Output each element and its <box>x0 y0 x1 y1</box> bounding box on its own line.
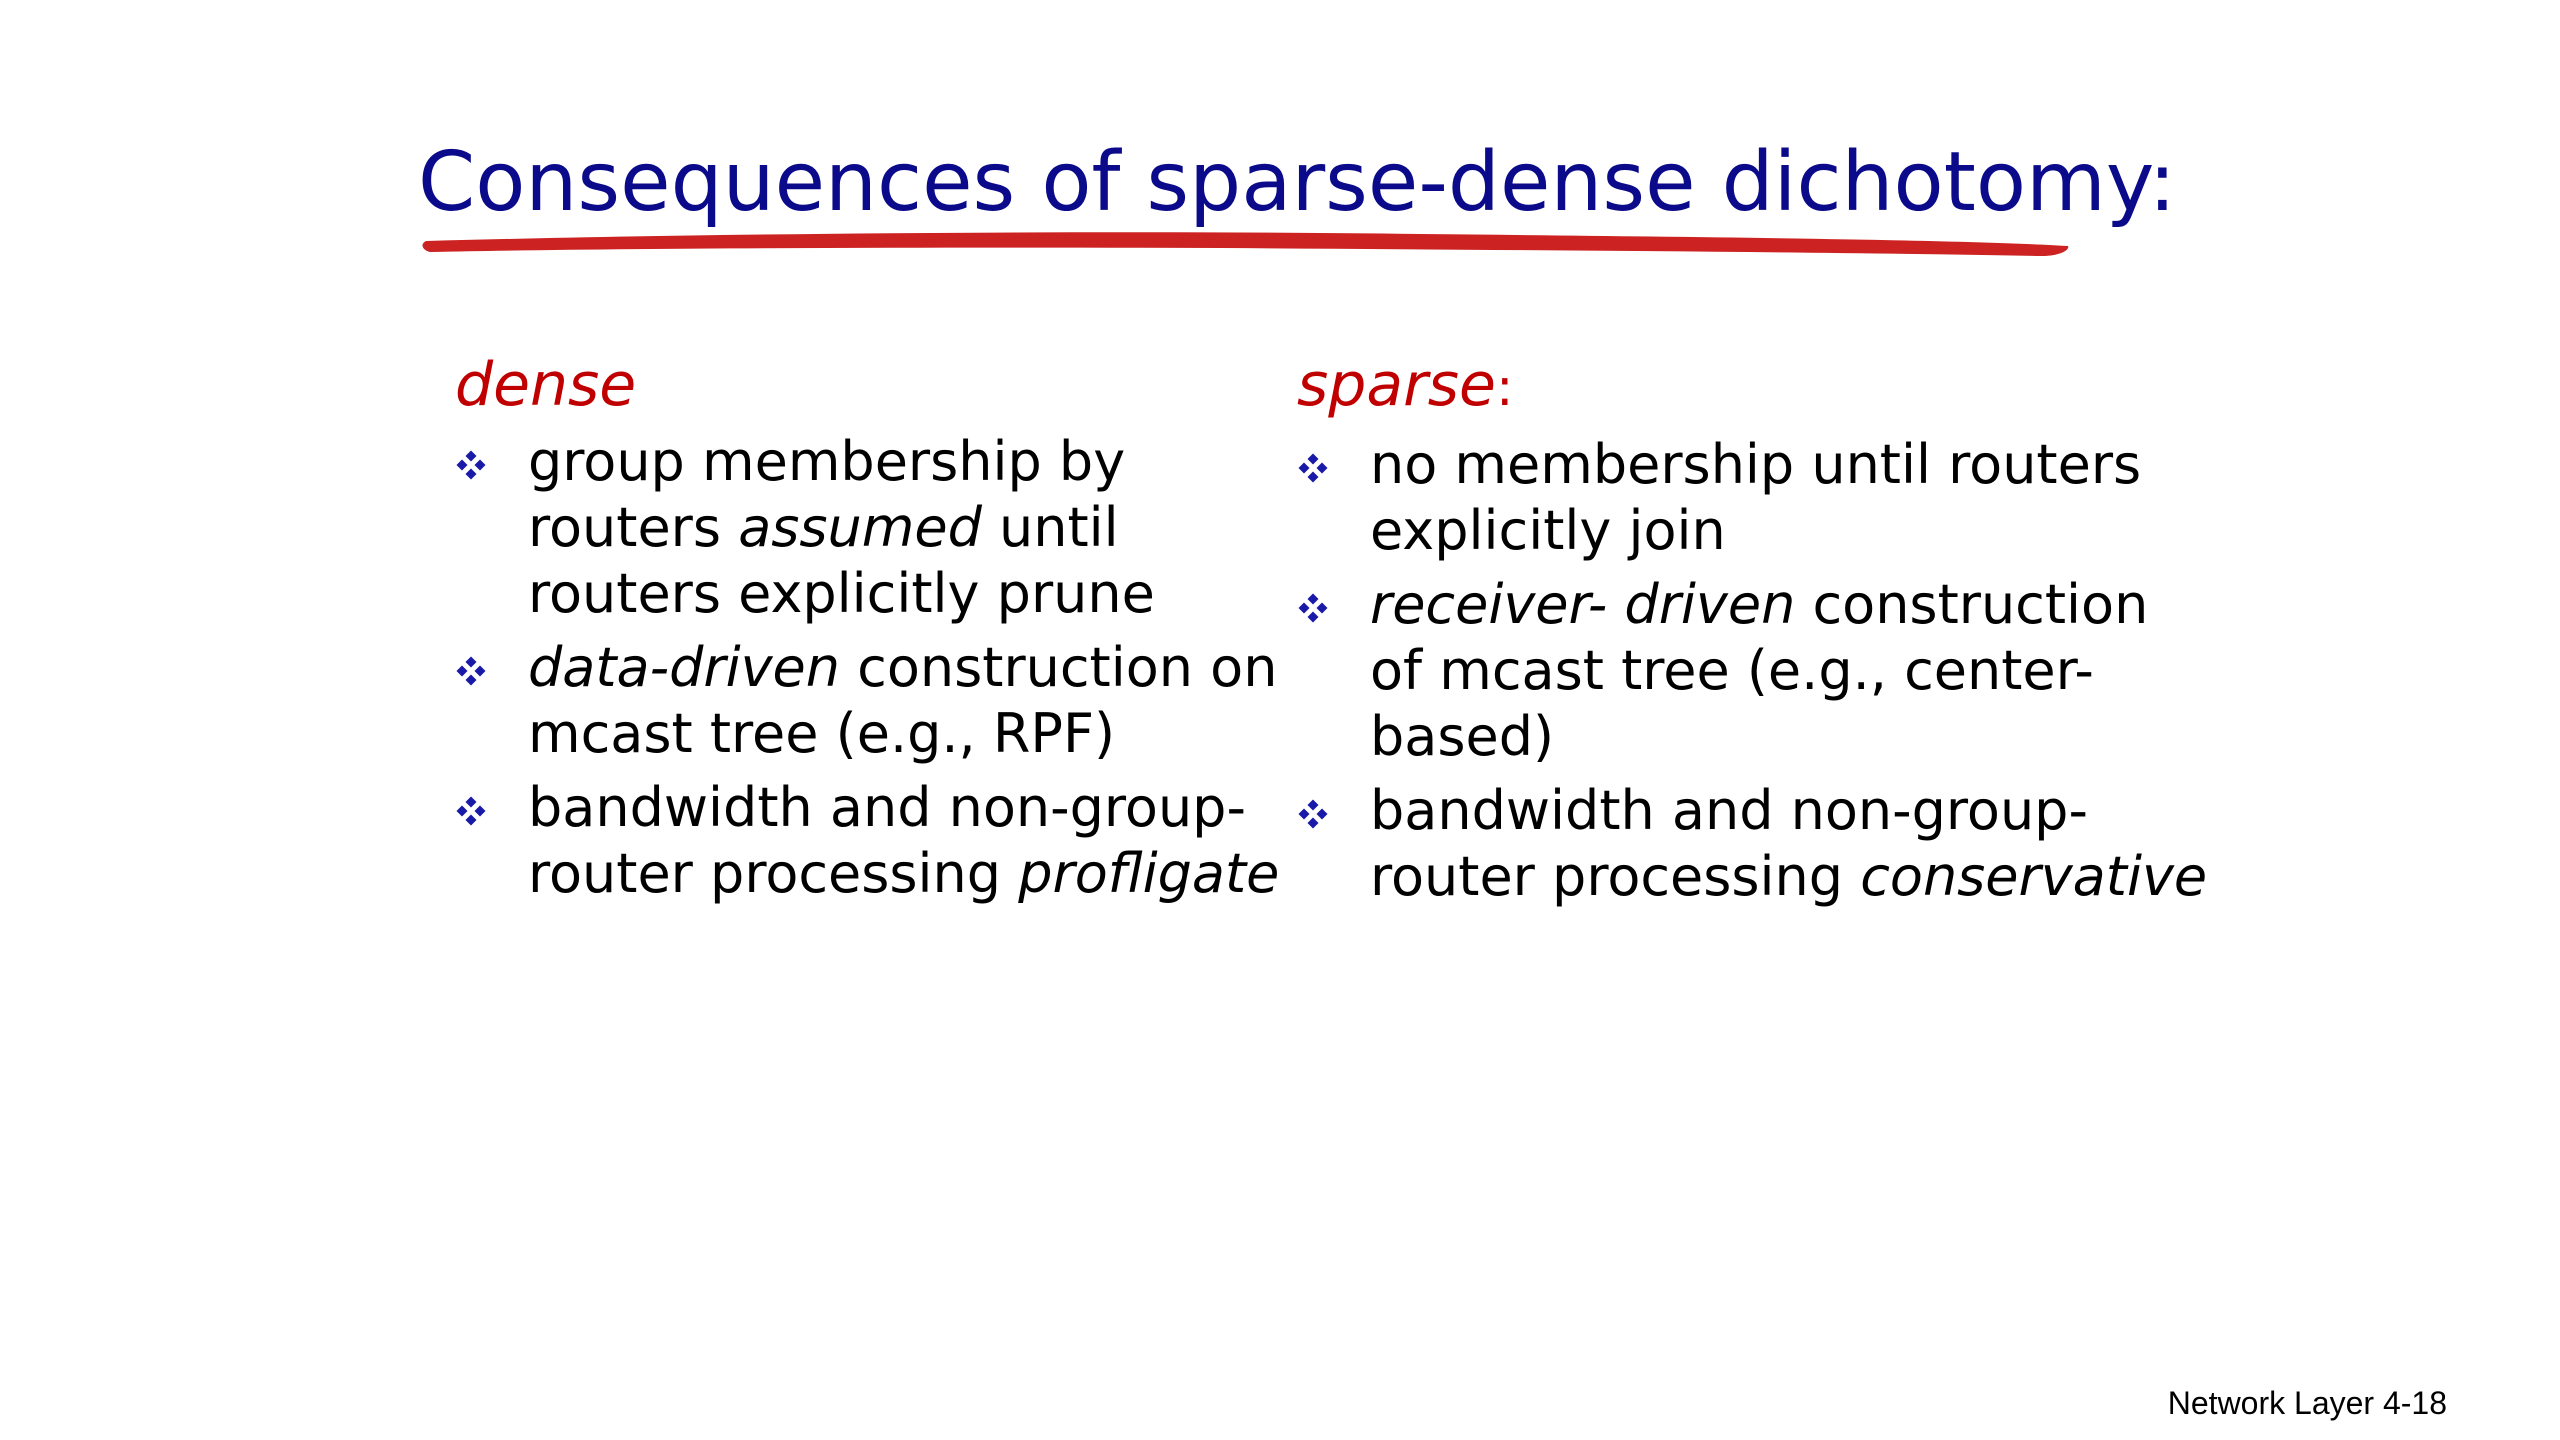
dense-bullet-list <box>455 429 1280 907</box>
four-diamond-bullet-icon <box>455 655 487 687</box>
bullet-text: explicitly join <box>1370 499 1726 562</box>
dense-bullet-line <box>528 775 1255 841</box>
sparse-column <box>1297 345 2208 918</box>
bullet-text: based) <box>1370 705 1555 768</box>
bullet-text: bandwidth and non-group- <box>1370 779 2088 842</box>
sparse-bullet-2 <box>1297 572 2197 770</box>
dense-bullet-line <box>528 701 1255 767</box>
dense-bullet-line <box>528 561 1255 627</box>
sparse-bullet-line <box>1370 572 2197 638</box>
sparse-bullet-3 <box>1297 778 2208 910</box>
bullet-text: until <box>981 496 1119 559</box>
bullet-text: mcast tree (e.g., RPF) <box>528 702 1116 765</box>
bullet-text: construction on <box>840 636 1278 699</box>
bullet-text: routers explicitly prune <box>528 562 1155 625</box>
sparse-bullet-list <box>1297 432 2208 910</box>
dense-bullet-line <box>528 841 1280 907</box>
sparse-heading-text: sparse <box>1297 350 1496 420</box>
bullet-text: group membership by <box>528 430 1126 493</box>
four-diamond-bullet-icon <box>1297 592 1329 624</box>
emphasized-text: data-driven <box>528 636 841 699</box>
bullet-text: router processing <box>528 842 1019 905</box>
dense-bullet-line <box>528 429 1255 495</box>
emphasized-text: conservative <box>1860 845 2208 908</box>
sparse-bullet-line <box>1370 704 2197 770</box>
four-diamond-bullet-icon <box>455 795 487 827</box>
bullet-text: of mcast tree (e.g., center- <box>1370 639 2094 702</box>
four-diamond-bullet-icon <box>1297 798 1329 830</box>
four-diamond-bullet-icon <box>1297 452 1329 484</box>
dense-bullet-3 <box>455 775 1280 907</box>
slide-footer: Network Layer 4-18 <box>2167 1385 2447 1421</box>
four-diamond-bullet-icon <box>455 449 487 481</box>
title-underline <box>420 226 2080 266</box>
sparse-bullet-line <box>1370 498 2197 564</box>
sparse-heading-colon: : <box>1495 358 1514 418</box>
dense-bullet-line <box>528 635 1278 701</box>
sparse-bullet-line <box>1370 638 2197 704</box>
emphasized-text: assumed <box>738 496 982 559</box>
dense-heading-text: dense <box>455 350 637 420</box>
dense-bullet-2 <box>455 635 1278 767</box>
bullet-text: no membership until routers <box>1370 433 2142 496</box>
bullet-text: bandwidth and non-group- <box>528 776 1246 839</box>
sparse-bullet-line <box>1370 432 2197 498</box>
sparse-bullet-line <box>1370 778 2197 844</box>
sparse-bullet-1 <box>1297 432 2197 564</box>
bullet-text: construction <box>1795 573 2149 636</box>
dense-heading <box>455 345 1255 425</box>
underline-stroke <box>423 232 2069 256</box>
bullet-text: routers <box>528 496 739 559</box>
dense-bullet-1 <box>455 429 1255 627</box>
sparse-bullet-line <box>1370 844 2208 910</box>
emphasized-text: receiver- driven <box>1370 573 1796 636</box>
slide-title: Consequences of sparse-dense dichotomy: <box>418 135 2177 230</box>
sparse-heading <box>1297 345 2197 428</box>
dense-column <box>455 345 1280 915</box>
bullet-text: router processing <box>1370 845 1861 908</box>
emphasized-text: profligate <box>1018 842 1280 905</box>
dense-bullet-line <box>528 495 1255 561</box>
